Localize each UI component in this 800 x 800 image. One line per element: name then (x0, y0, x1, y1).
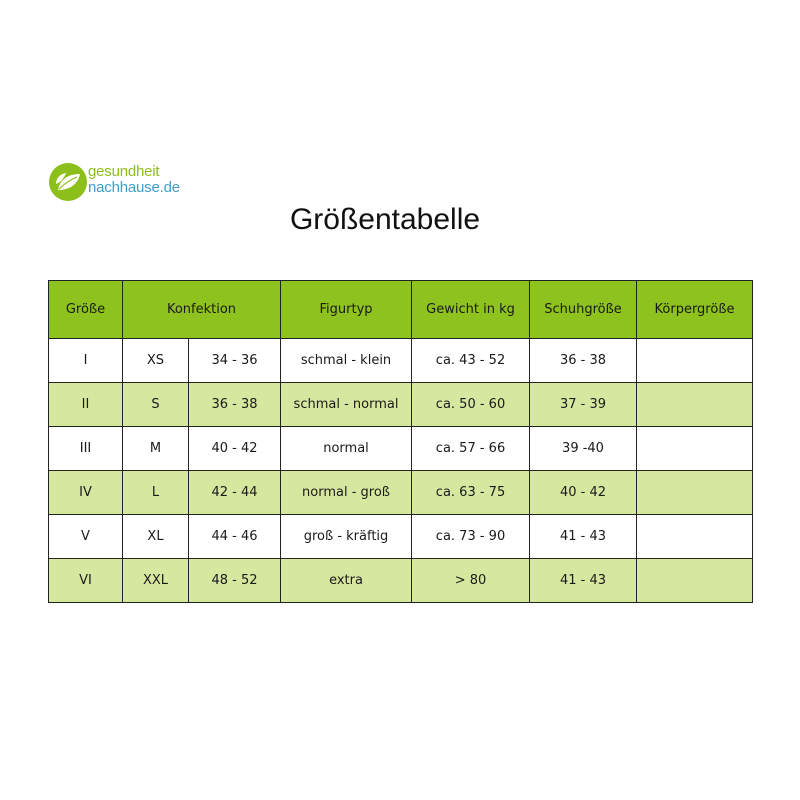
header-schuhgroesse: Schuhgröße (530, 281, 637, 339)
cell-groesse: VI (49, 559, 123, 603)
cell-groesse: IV (49, 471, 123, 515)
cell-koerpergroesse (637, 471, 753, 515)
cell-konfektion-letter: XL (123, 515, 189, 559)
leaf-logo-icon (48, 160, 92, 204)
cell-koerpergroesse (637, 559, 753, 603)
cell-groesse: I (49, 339, 123, 383)
cell-gewicht: > 80 (412, 559, 530, 603)
header-groesse: Größe (49, 281, 123, 339)
header-figurtyp: Figurtyp (281, 281, 412, 339)
cell-figurtyp: normal (281, 427, 412, 471)
page-title: Größentabelle (289, 203, 481, 236)
cell-koerpergroesse (637, 427, 753, 471)
cell-schuhgroesse: 36 - 38 (530, 339, 637, 383)
cell-koerpergroesse (637, 515, 753, 559)
logo-wordmark (88, 164, 180, 196)
cell-konfektion-number: 48 - 52 (189, 559, 281, 603)
cell-koerpergroesse (637, 383, 753, 427)
cell-gewicht: ca. 73 - 90 (412, 515, 530, 559)
cell-figurtyp: normal - groß (281, 471, 412, 515)
cell-figurtyp: groß - kräftig (281, 515, 412, 559)
cell-konfektion-number: 44 - 46 (189, 515, 281, 559)
logo-line-2: nachhause.de (88, 179, 180, 196)
cell-konfektion-letter: XXL (123, 559, 189, 603)
cell-figurtyp: schmal - klein (281, 339, 412, 383)
cell-groesse: III (49, 427, 123, 471)
cell-schuhgroesse: 37 - 39 (530, 383, 637, 427)
cell-figurtyp: schmal - normal (281, 383, 412, 427)
table-header-row (49, 281, 753, 339)
table-row (49, 515, 753, 559)
table-row (49, 559, 753, 603)
cell-gewicht: ca. 63 - 75 (412, 471, 530, 515)
cell-konfektion-letter: L (123, 471, 189, 515)
logo-line-1: gesundheit (88, 163, 160, 180)
cell-konfektion-number: 34 - 36 (189, 339, 281, 383)
cell-gewicht: ca. 57 - 66 (412, 427, 530, 471)
cell-gewicht: ca. 50 - 60 (412, 383, 530, 427)
header-konfektion: Konfektion (123, 281, 281, 339)
header-gewicht: Gewicht in kg (412, 281, 530, 339)
size-table (48, 280, 753, 603)
cell-konfektion-letter: S (123, 383, 189, 427)
table-row (49, 383, 753, 427)
cell-konfektion-letter: XS (123, 339, 189, 383)
header-koerpergroesse: Körpergröße (637, 281, 753, 339)
table-row (49, 339, 753, 383)
cell-groesse: V (49, 515, 123, 559)
cell-konfektion-number: 40 - 42 (189, 427, 281, 471)
brand-logo[interactable] (48, 160, 218, 208)
cell-schuhgroesse: 41 - 43 (530, 515, 637, 559)
cell-groesse: II (49, 383, 123, 427)
cell-konfektion-number: 42 - 44 (189, 471, 281, 515)
cell-figurtyp: extra (281, 559, 412, 603)
cell-schuhgroesse: 41 - 43 (530, 559, 637, 603)
cell-schuhgroesse: 40 - 42 (530, 471, 637, 515)
cell-konfektion-letter: M (123, 427, 189, 471)
cell-konfektion-number: 36 - 38 (189, 383, 281, 427)
table-row (49, 427, 753, 471)
cell-schuhgroesse: 39 -40 (530, 427, 637, 471)
cell-gewicht: ca. 43 - 52 (412, 339, 530, 383)
table-row (49, 471, 753, 515)
cell-koerpergroesse (637, 339, 753, 383)
